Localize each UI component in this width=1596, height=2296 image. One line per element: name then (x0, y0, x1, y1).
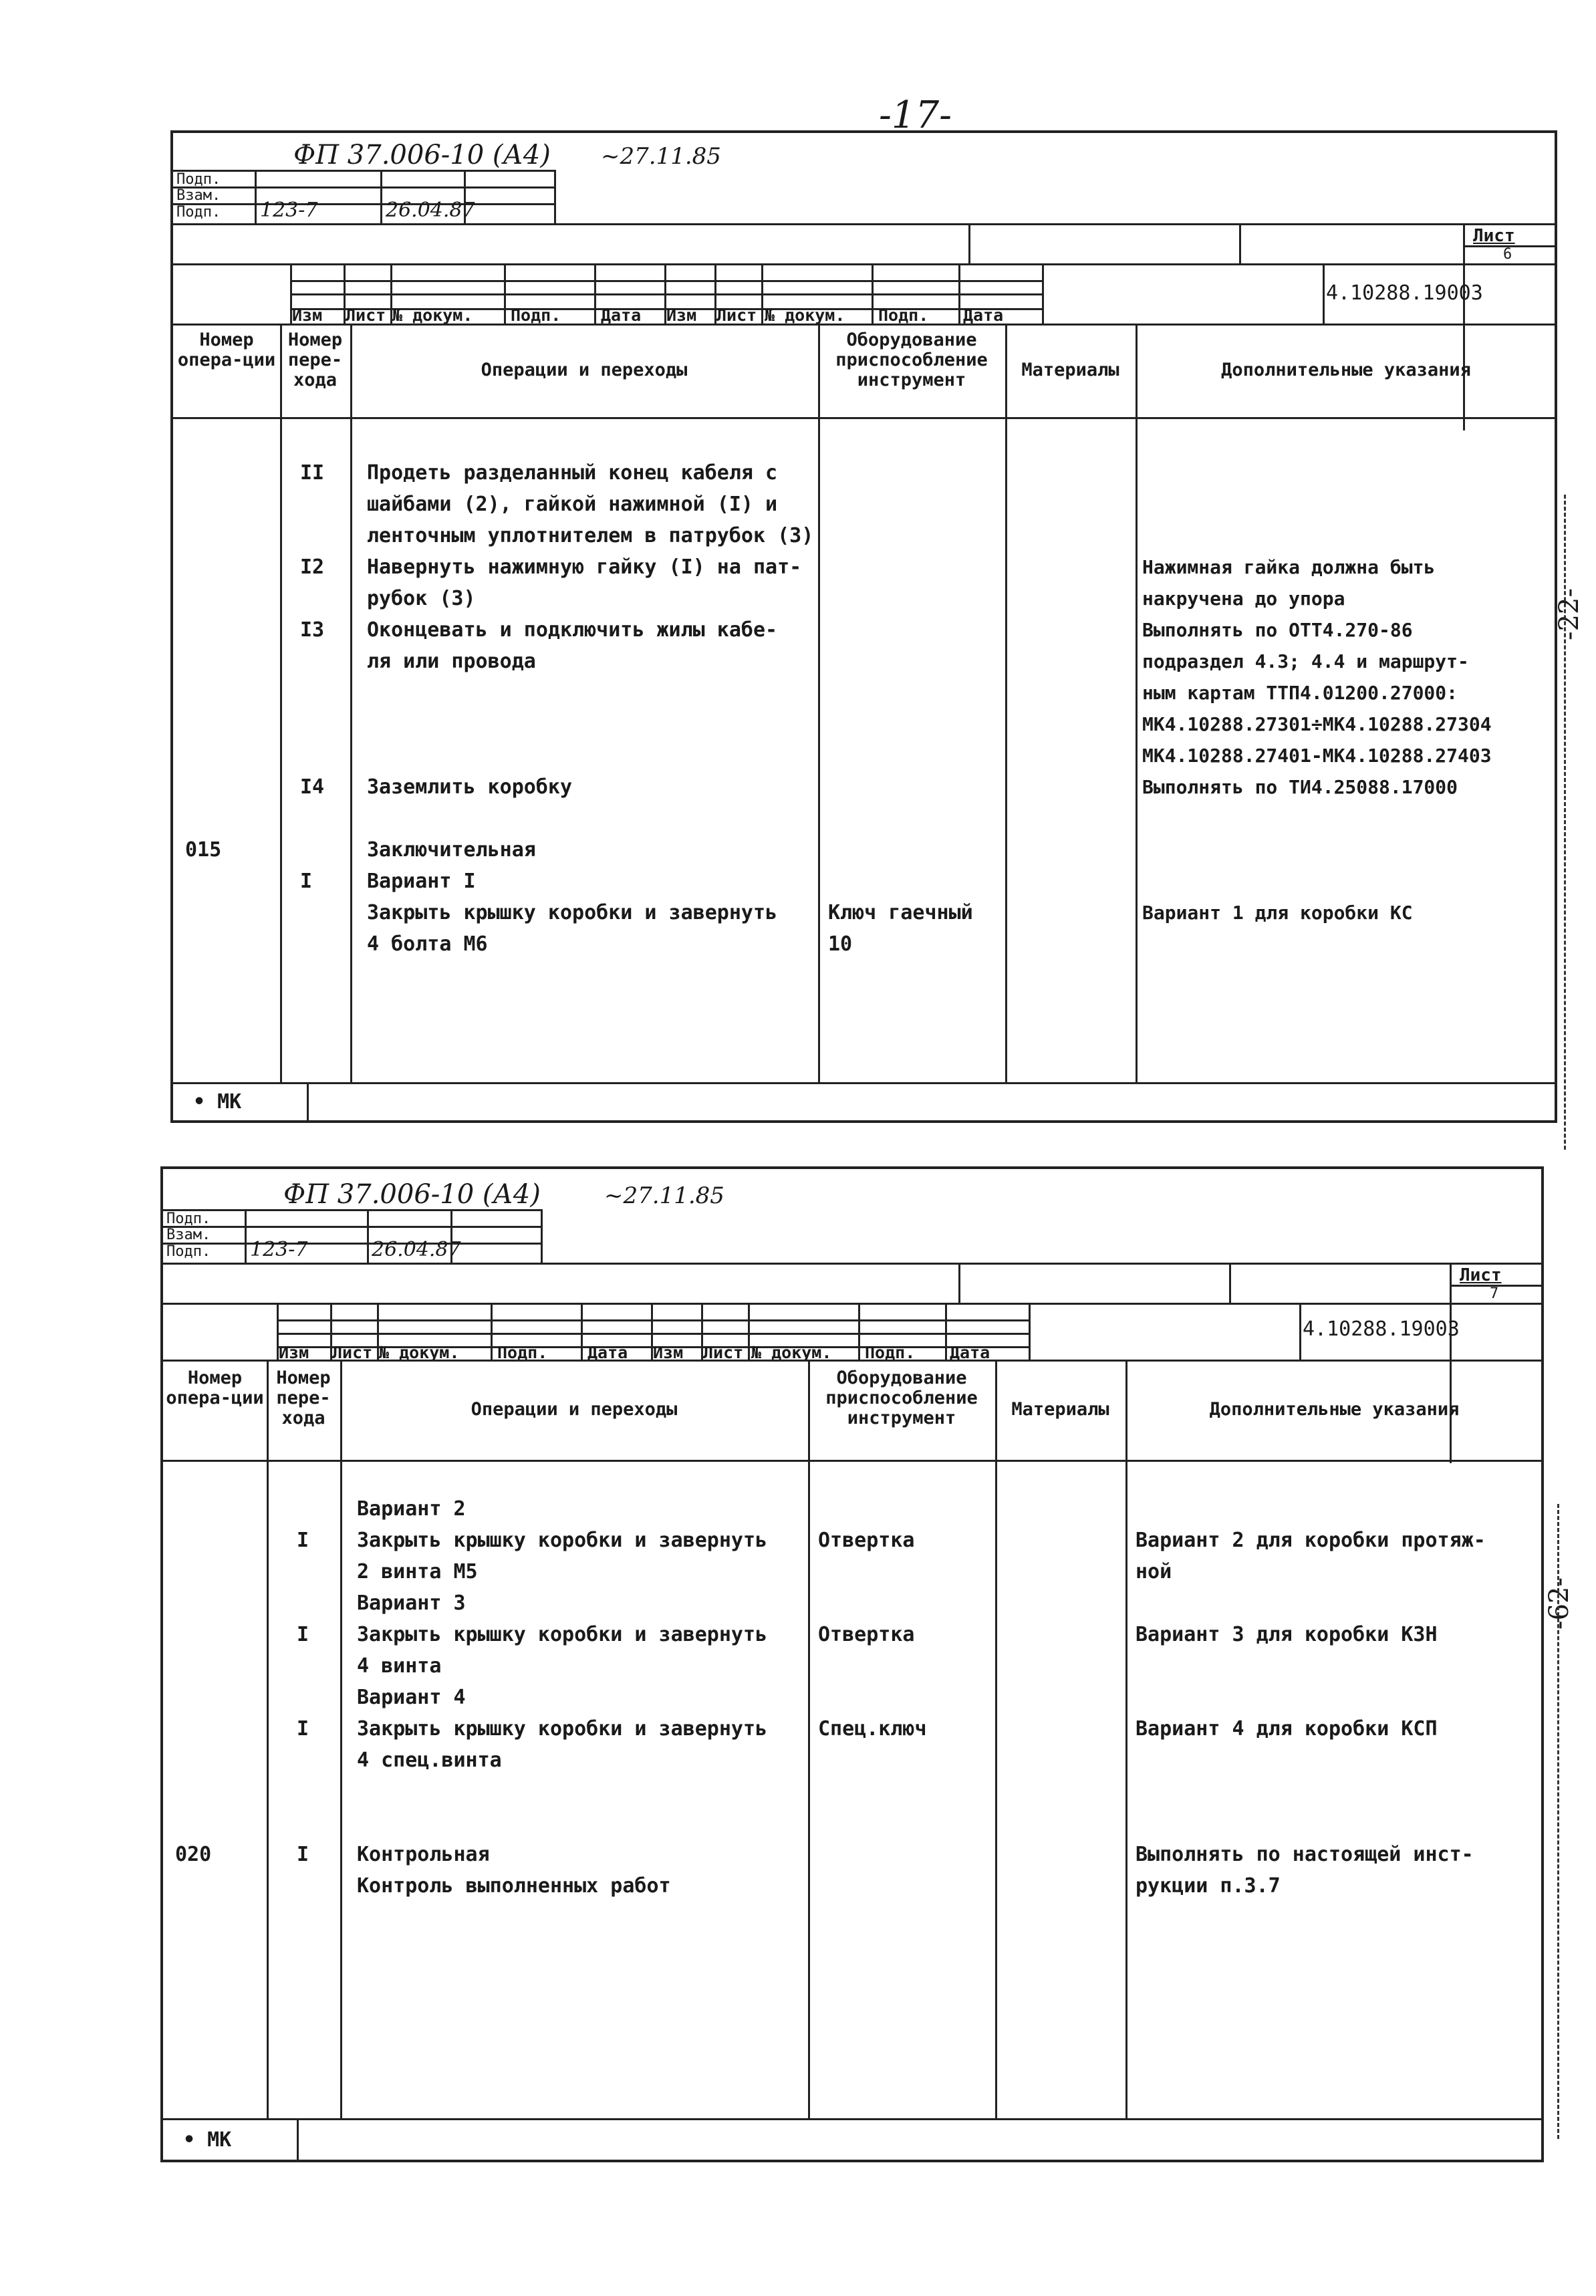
instructions-text: Вариант 2 для коробки протяж- ной Вариант 3 для коробки КЗН Вариант 4 для коробки КСП Выполнять по настоящей инст- рукции п.3.7 (1136, 1529, 1486, 1898)
footer-mark: • МК (183, 2128, 232, 2152)
equipment-text: Ключ гаечный 10 (828, 901, 973, 956)
list-number: 7 (1490, 1285, 1499, 1302)
column-header: Номер опера-ции (177, 330, 276, 370)
route-card-sheet (160, 1166, 1544, 2162)
document-code: 4.10288.19003 (1326, 281, 1483, 305)
footer-mark: • МК (193, 1090, 242, 1114)
step-numbers: II I2 I3 I4 I (300, 461, 325, 893)
equipment-text: Отвертка Отвертка Спец.ключ (818, 1529, 927, 1741)
change-column-label: Дата (601, 305, 642, 325)
operation-numbers: 020 (175, 1843, 212, 1866)
side-page-number: -62- (1544, 1577, 1575, 1630)
stamp-value: 26.04.87 (372, 1238, 461, 1261)
stamp-label: Подп. (166, 1243, 211, 1260)
column-header: Дополнительные указания (1209, 1399, 1460, 1420)
stamp-value: 123-7 (250, 1238, 308, 1261)
stamp-value: 123-7 (260, 199, 318, 222)
change-column-label: Лист (332, 1343, 373, 1362)
footer-mark-text: МК (217, 1090, 242, 1114)
route-card-sheet (170, 130, 1557, 1123)
signature: ~27.11.85 (604, 1182, 724, 1209)
change-column-label: Изм (666, 305, 697, 325)
format-mark: ФП 37.006-10 (А4) (293, 140, 551, 170)
change-column-label: Подп. (878, 305, 929, 325)
change-column-label: Подп. (511, 305, 561, 325)
column-header: Операции и переходы (471, 1399, 678, 1420)
column-header: Дополнительные указания (1221, 360, 1471, 380)
change-column-label: Изм (653, 1343, 684, 1362)
operation-numbers: 015 (185, 838, 222, 862)
column-header: Материалы (1011, 1399, 1109, 1420)
fold-line (1564, 495, 1566, 1150)
column-header: Номер пере-хода (276, 1368, 331, 1428)
operations-text: Продеть разделанный конец кабеля с шайбами (2), гайкой нажимной (I) и ленточным уплотнителем в патрубок (3) Навернуть нажимную гайку (I) на пат- рубок (3) Оконцевать и подключить жилы кабе- ля или провода Заземлить коробку Заключительная Вариант I Закрыть крышку коробки и завернуть 4 болта М6 (367, 461, 814, 956)
signature-date: 27.11.85 (620, 143, 721, 170)
column-header: Оборудование приспособление инструмент (835, 330, 988, 390)
change-column-label: Изм (279, 1343, 309, 1362)
column-header: Оборудование приспособление инструмент (825, 1368, 978, 1428)
column-header: Операции и переходы (481, 360, 688, 380)
change-column-label: Дата (950, 1343, 990, 1362)
footer-mark-text: МК (207, 2128, 232, 2152)
change-column-label: Лист (703, 1343, 744, 1362)
change-column-label: Подп. (497, 1343, 548, 1362)
stamp-label: Подп. (176, 171, 221, 188)
operations-text: Вариант 2 Закрыть крышку коробки и завернуть 2 винта М5 Вариант 3 Закрыть крышку коробки и завернуть 4 винта Вариант 4 Закрыть крышку коробки и завернуть 4 спец.винта Контрольная Контроль выполненных работ (357, 1497, 768, 1898)
fold-line (1557, 1504, 1559, 2139)
change-column-label: Дата (963, 305, 1004, 325)
column-header: Номер пере-хода (287, 330, 343, 390)
instructions-text: Нажимная гайка должна быть накручена до упора Выполнять по ОТТ4.270-86 подраздел 4.3; 4.4 и маршрут- ным картам ТТП4.01200.27000: МК4.10288.27301÷МК4.10288.27304 МК4.10288.27401-МК4.10288.27403 Выполнять по ТИ4.25088.17000 Вариант 1 для коробки КС (1142, 556, 1492, 924)
step-numbers: I I I I (297, 1529, 309, 1866)
change-column-label: № докум. (392, 305, 473, 325)
change-column-label: Дата (587, 1343, 628, 1362)
column-header: Номер опера-ции (166, 1368, 264, 1408)
change-column-label: Лист (716, 305, 757, 325)
page-number: -17- (879, 94, 952, 137)
list-number: 6 (1503, 246, 1512, 263)
document-code: 4.10288.19003 (1303, 1317, 1460, 1341)
column-header: Материалы (1021, 360, 1119, 380)
change-column-label: № докум. (379, 1343, 460, 1362)
change-column-label: Изм (292, 305, 323, 325)
list-label: Лист (1473, 226, 1515, 246)
format-mark: ФП 37.006-10 (А4) (283, 1179, 541, 1210)
stamp-label: Взам. (176, 187, 221, 204)
signature: ~27.11.85 (601, 143, 721, 170)
change-column-label: Подп. (865, 1343, 916, 1362)
list-label: Лист (1460, 1265, 1502, 1285)
stamp-value: 26.04.87 (386, 199, 475, 222)
stamp-label: Подп. (176, 204, 221, 221)
change-column-label: № докум. (751, 1343, 832, 1362)
stamp-label: Подп. (166, 1210, 211, 1227)
change-column-label: Лист (346, 305, 386, 325)
stamp-label: Взам. (166, 1227, 211, 1243)
signature-date: 27.11.85 (623, 1182, 724, 1209)
change-column-label: № докум. (765, 305, 845, 325)
side-page-number: -22- (1554, 588, 1585, 640)
